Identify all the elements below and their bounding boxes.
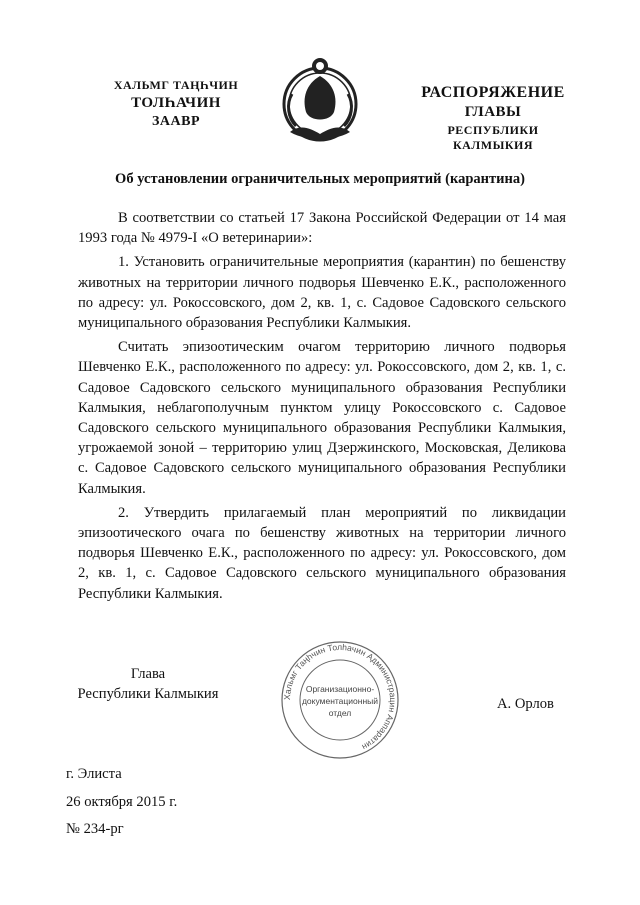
stamp-center-line-3: отдел: [328, 708, 352, 718]
footer-number: № 234-рг: [66, 821, 124, 837]
signatory-position: [68, 664, 228, 704]
header-russian-line-2: ГЛАВЫ: [464, 104, 522, 120]
header-kalmyk: [96, 78, 256, 130]
stamp-center-line-2: документационный: [301, 696, 379, 706]
header-kalmyk-line-1: ХАЛЬМГ ТАҢҺЧИН: [113, 78, 239, 92]
body-paragraph: 1. Установить ограничительные мероприятия (карантин) по бешенству животных на территории личного подворья Шевченко Е.К., расположенного по адресу: ул. Рокоссовского, дом 2, кв. 1, с. Садовое Садовского сельского муниципального образования Республики Калмыкия.: [78, 254, 566, 332]
header-russian-line-3: РЕСПУБЛИКИ КАЛМЫКИЯ: [447, 123, 539, 152]
signatory-position-line-1: Глава: [130, 666, 166, 682]
document-title: Об установлении ограничительных мероприятий (карантина): [115, 171, 525, 187]
official-stamp: [278, 638, 402, 762]
coat-of-arms-emblem: [276, 54, 364, 146]
body-paragraph: В соответствии со статьей 17 Закона Российской Федерации от 14 мая 1993 года № 4979-I «О ветеринарии»:: [78, 210, 566, 247]
header-russian: [408, 84, 578, 153]
body-paragraph: Считать эпизоотическим очагом территорию личного подворья Шевченко Е.К., расположенного по адресу: ул. Рокоссовского, дом 2, кв. 1, с. Садовое Садовского сельского муниципального образования Республики Калмыкия, неблагополучным пунктом улицу Рокоссовского с. Садовое Садовского сельского муниципального образования Республики Калмыкия, угрожаемой зоной – территорию улиц Дзержинского, Московская, Деликова с. Садовое Садовского сельского муниципального образования Республики Калмыкия.: [78, 339, 566, 497]
footer-date: 26 октября 2015 г.: [66, 794, 178, 810]
stamp-center-line-1: Организационно-: [305, 684, 375, 694]
footer-place: г. Элиста: [66, 766, 122, 782]
signatory-position-line-2: Республики Калмыкия: [77, 686, 219, 702]
signatory-name: А. Орлов: [497, 696, 554, 712]
document-body: [78, 208, 566, 608]
header-kalmyk-line-3: ЗААВР: [152, 114, 200, 129]
header-kalmyk-line-2: ТОЛҺАЧИН: [131, 95, 221, 111]
header-russian-line-1: РАСПОРЯЖЕНИЕ: [421, 84, 565, 101]
body-paragraph: 2. Утвердить прилагаемый план мероприятий по ликвидации эпизоотического очага по бешенству животных на территории личного подворья Шевченко Е.К., расположенного по адресу: ул. Рокоссовского, дом 2, кв. 1, с. Садовое Садовского сельского муниципального образования Республики Калмыкия.: [78, 504, 566, 602]
stamp-ring-text: Хальмг Таңһчин Толһачин Администрацин Аппаратин: [281, 641, 399, 753]
